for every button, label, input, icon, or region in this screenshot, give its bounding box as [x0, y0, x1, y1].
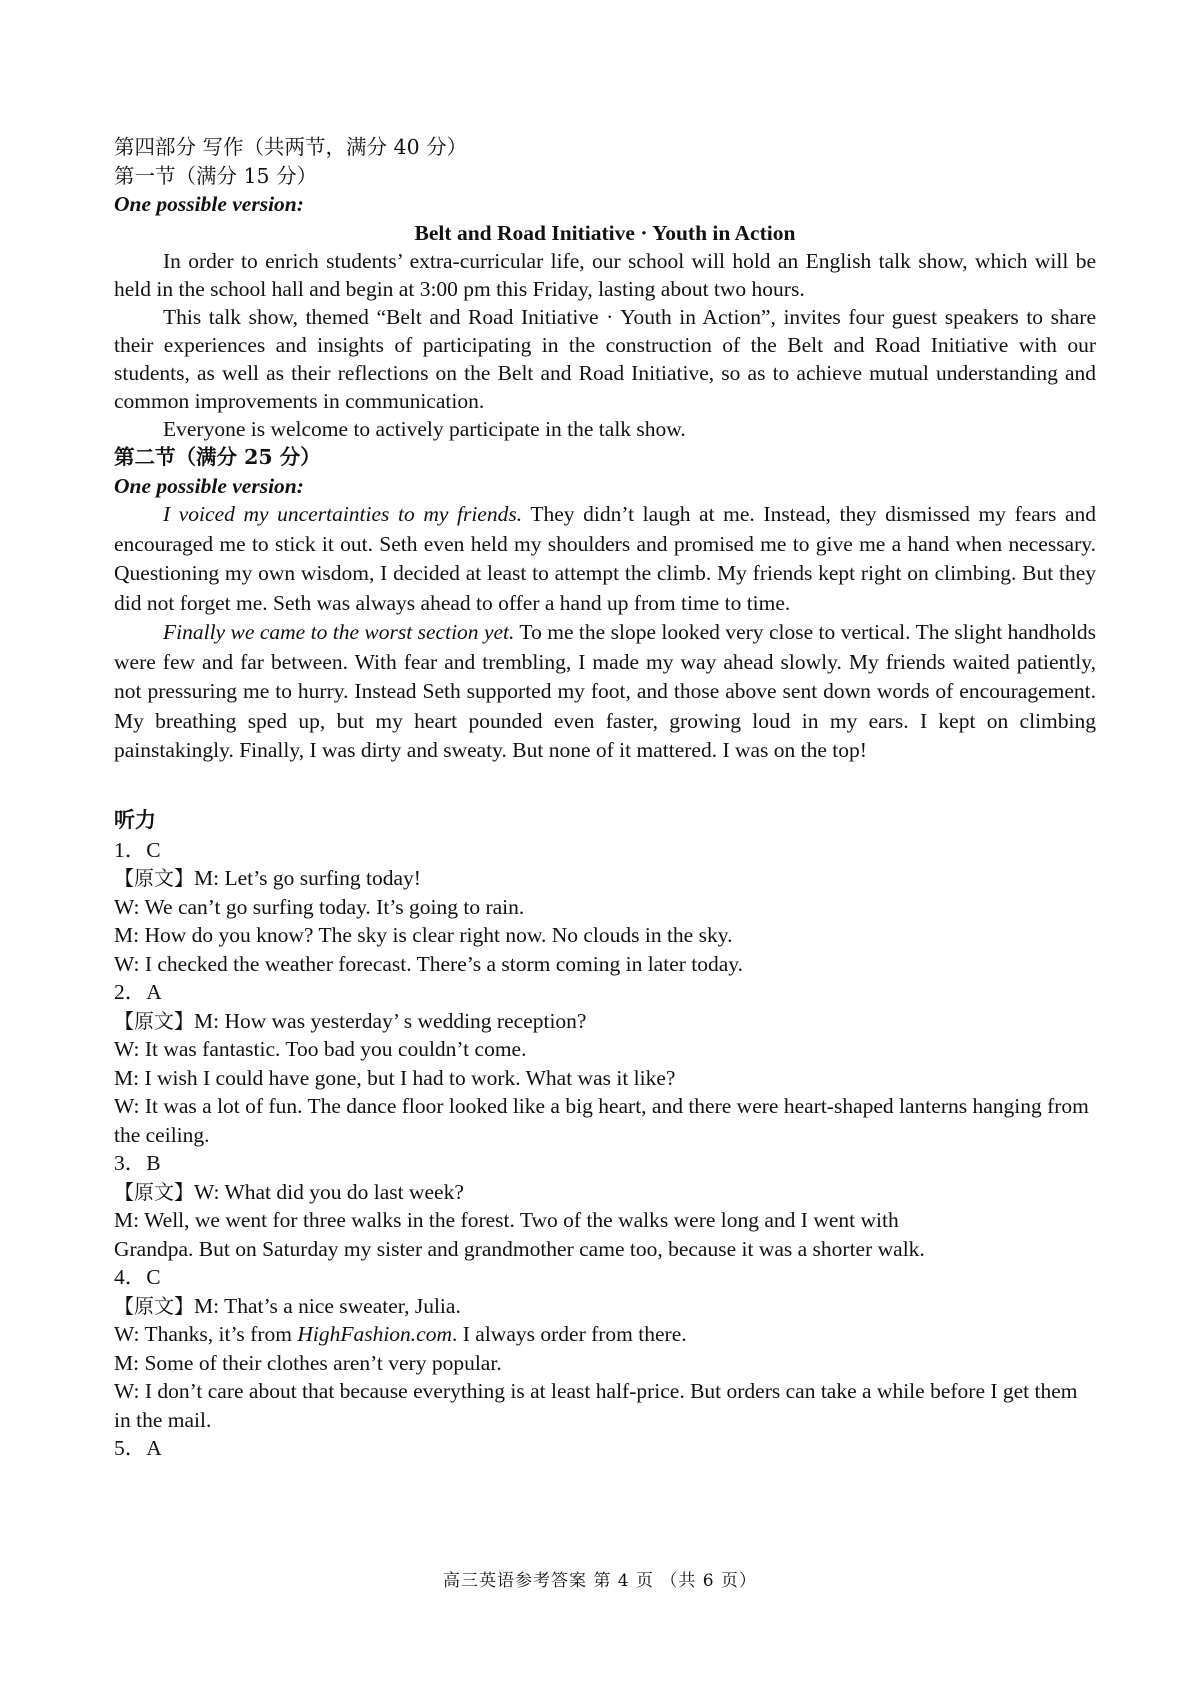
- answer-page: [114, 133, 1096, 1463]
- page-footer: 高三英语参考答案 第 4 页 （共 6 页）: [442, 1571, 758, 1591]
- essay-title: Belt and Road Initiative · Youth in Action: [414, 220, 796, 245]
- transcript-tag: 【原文】: [114, 1179, 194, 1204]
- transcript-line: 【原文】M: That’s a nice sweater, Julia.: [114, 1293, 461, 1318]
- story-lead-sentence: Finally we came to the worst section yet.: [163, 620, 515, 644]
- transcript-line: 【原文】M: Let’s go surfing today!: [114, 866, 421, 890]
- story-text: To me the slope looked very close to vertical. The slight handholds were few and far between. With fear and trembling, I made my way ahead slowly. My friends waited patiently, not pressuring me to hurry. Instead Seth supported my foot, and those above sent down words of encouragement. My breathing sped up, but my heart pounded even faster, growing loud in my ears. I kept on climbing painstakingly. Finally, I was dirty and sweaty. But none of it mattered. I was on the top!: [114, 620, 1096, 762]
- listening-answer: 3．B: [114, 1151, 161, 1175]
- transcript-line: Grandpa. But on Saturday my sister and grandmother came too, because it was a shorter walk.: [114, 1236, 925, 1261]
- transcript-line: W: Thanks, it’s from HighFashion.com. I always order from there.: [114, 1322, 687, 1346]
- transcript-tag: 【原文】: [114, 1008, 194, 1033]
- story-text: They didn’t laugh at me. Instead, they dismissed my fears and encouraged me to stick it out. Seth even held my shoulders and promised me to give me a hand when necessary. Questioning my own wisdom, I decided at least to attempt the climb. My friends kept right on climbing. But they did not forget me. Seth was always ahead to offer a hand up from time to time.: [114, 502, 1096, 615]
- listening-answer: 1．C: [114, 837, 161, 862]
- transcript-tag: 【原文】: [114, 1293, 194, 1318]
- listening-answer: 2．A: [114, 980, 162, 1004]
- writing-section2-title: 第二节（满分 25 分）: [114, 445, 321, 469]
- transcript-tag: 【原文】: [114, 866, 194, 890]
- essay-paragraph: In order to enrich students’ extra-curricular life, our school will hold an English talk show, which will be held in the school hall and begin at 3:00 pm this Friday, lasting about two hours.: [114, 249, 1096, 301]
- transcript-line: W: I don’t care about that because everything is at least half-price. But orders can take a while before I get them in the mail.: [114, 1379, 1078, 1432]
- version-label-2: One possible version:: [114, 473, 304, 498]
- story-paragraph: [114, 500, 1096, 618]
- transcript-line: M: How do you know? The sky is clear right now. No clouds in the sky.: [114, 923, 733, 947]
- listening-answer: 4．C: [114, 1265, 161, 1289]
- writing-part-title: 第四部分 写作（共两节，满分 40 分）: [114, 135, 468, 159]
- transcript-line: W: I checked the weather forecast. There’s a storm coming in later today.: [114, 951, 744, 976]
- story-paragraph: [114, 618, 1096, 766]
- transcript-line: W: It was fantastic. Too bad you couldn’t come.: [114, 1037, 527, 1061]
- story-lead-sentence: I voiced my uncertainties to my friends.: [163, 502, 523, 526]
- transcript-line: 【原文】M: How was yesterday’ s wedding reception?: [114, 1008, 587, 1033]
- transcript-line: M: Some of their clothes aren’t very popular.: [114, 1350, 502, 1375]
- website-name: HighFashion.com: [297, 1322, 452, 1346]
- transcript-line: W: It was a lot of fun. The dance floor looked like a big heart, and there were heart-shaped lanterns hanging from the ceiling.: [114, 1094, 1089, 1147]
- transcript-line: 【原文】W: What did you do last week?: [114, 1179, 464, 1204]
- transcript-line: M: Well, we went for three walks in the forest. Two of the walks were long and I went with: [114, 1208, 899, 1232]
- writing-section1-title: 第一节（满分 15 分）: [114, 163, 318, 188]
- transcript-line: M: I wish I could have gone, but I had to work. What was it like?: [114, 1065, 676, 1090]
- essay-paragraph: Everyone is welcome to actively participate in the talk show.: [163, 417, 686, 441]
- version-label-1: One possible version:: [114, 192, 304, 216]
- transcript-line: W: We can’t go surfing today. It’s going to rain.: [114, 894, 525, 919]
- essay-paragraph: This talk show, themed “Belt and Road Initiative · Youth in Action”, invites four guest speakers to share their experiences and insights of participating in the construction of the Belt and Road Initiative with our students, as well as their reflections on the Belt and Road Initiative, so as to achieve mutual understanding and common improvements in communication.: [114, 305, 1096, 413]
- listening-title: 听力: [114, 806, 156, 832]
- listening-answer: 5．A: [114, 1436, 162, 1460]
